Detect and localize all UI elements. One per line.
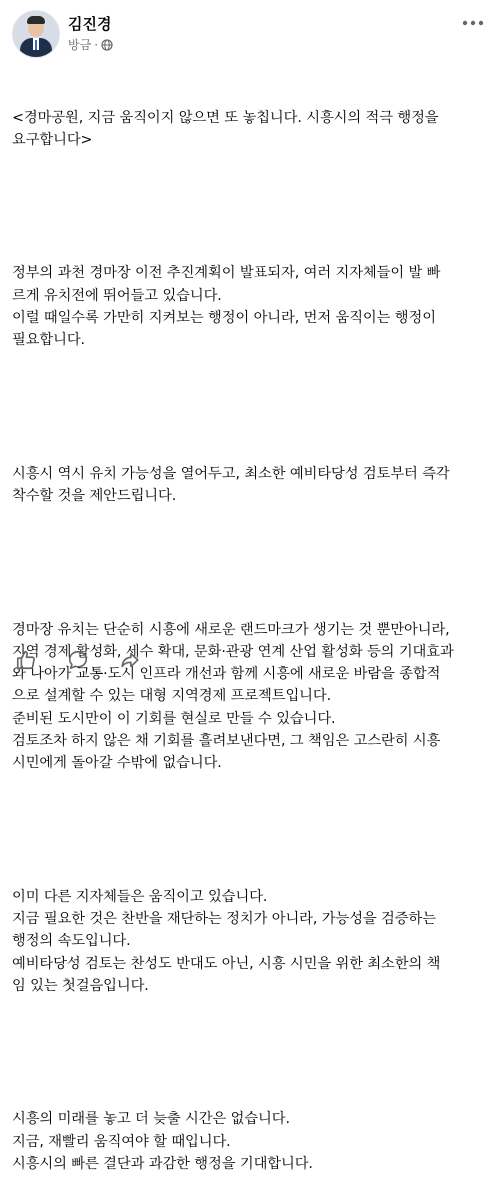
post-timestamp[interactable]: 방금 [68,38,92,52]
avatar-tie [35,40,37,50]
paragraph-gap [12,1042,490,1064]
comment-icon [67,649,89,675]
paragraph-gap [12,819,490,841]
post-actions [12,648,144,676]
post-meta [68,36,113,53]
avatar-hair [27,16,45,24]
avatar[interactable] [12,10,60,58]
post-paragraph-benefits: 경마장 유치는 단순히 시흥에 새로운 랜드마크가 생기는 것 뿐만아니라, 지역 경제 활성화, 세수 확대, 문화·관광 연계 산업 활성화 등의 기대효과 와 나아가 교통·도시 인프라 개선과 함께 시흥에 새로운 바람을 종합적 으로 설계할 수 있는 대형 지역경제 프로젝트입니다. 준비된 도시만이 이 기회를 현실로 만들 수 있습니다. 검토조차 하지 않은 채 기회를 흘려보낸다면, 그 책임은 고스란히 시흥 시민에게 돌아갈 수밖에 없습니다. [12,621,454,772]
like-button[interactable] [12,648,40,676]
post-paragraph-urgency: 이미 다른 지자체들은 움직이고 있습니다. 지금 필요한 것은 찬반을 재단하는 정치가 아니라, 가능성을 검증하는 행정의 속도입니다. 예비타당성 검토는 찬성도 반대도 아닌, 시흥 시민을 위한 최소한의 책 임 있는 첫걸음입니다. [12,888,441,994]
author-name[interactable]: 김진경 [68,15,112,33]
paragraph-gap [12,552,490,574]
post-paragraph-closing: 시흥의 미래를 놓고 더 늦출 시간은 없습니다. 지금, 재빨리 움직여야 할 때입니다. 시흥시의 빠른 결단과 과감한 행정을 기대합니다. [12,1111,313,1173]
paragraph-gap [12,396,490,418]
post-paragraph-intro: 정부의 과천 경마장 이전 추진계획이 발표되자, 여러 지자체들이 발 빠 르게 유치전에 뛰어들고 있습니다. 이럴 때일수록 가만히 지켜보는 행정이 아니라, 먼저 움직이는 행정이 필요합니다. [12,265,441,349]
thumbs-up-icon [15,649,37,675]
comment-button[interactable] [64,648,92,676]
paragraph-gap [12,196,490,218]
share-icon [119,649,141,675]
post-paragraph-title: <경마공원, 지금 움직이지 않으면 또 놓칩니다. 시흥시의 적극 행정을 요구합니다> [12,109,439,148]
globe-icon[interactable] [101,39,113,51]
more-options-icon[interactable] [458,14,488,34]
meta-separator: · [94,37,99,52]
post-paragraph-proposal: 시흥시 역시 유치 가능성을 열어두고, 최소한 예비타당성 검토부터 즉각 착수할 것을 제안드립니다. [12,465,450,505]
post-header [12,10,488,58]
post-body [12,62,490,1198]
share-button[interactable] [116,648,144,676]
